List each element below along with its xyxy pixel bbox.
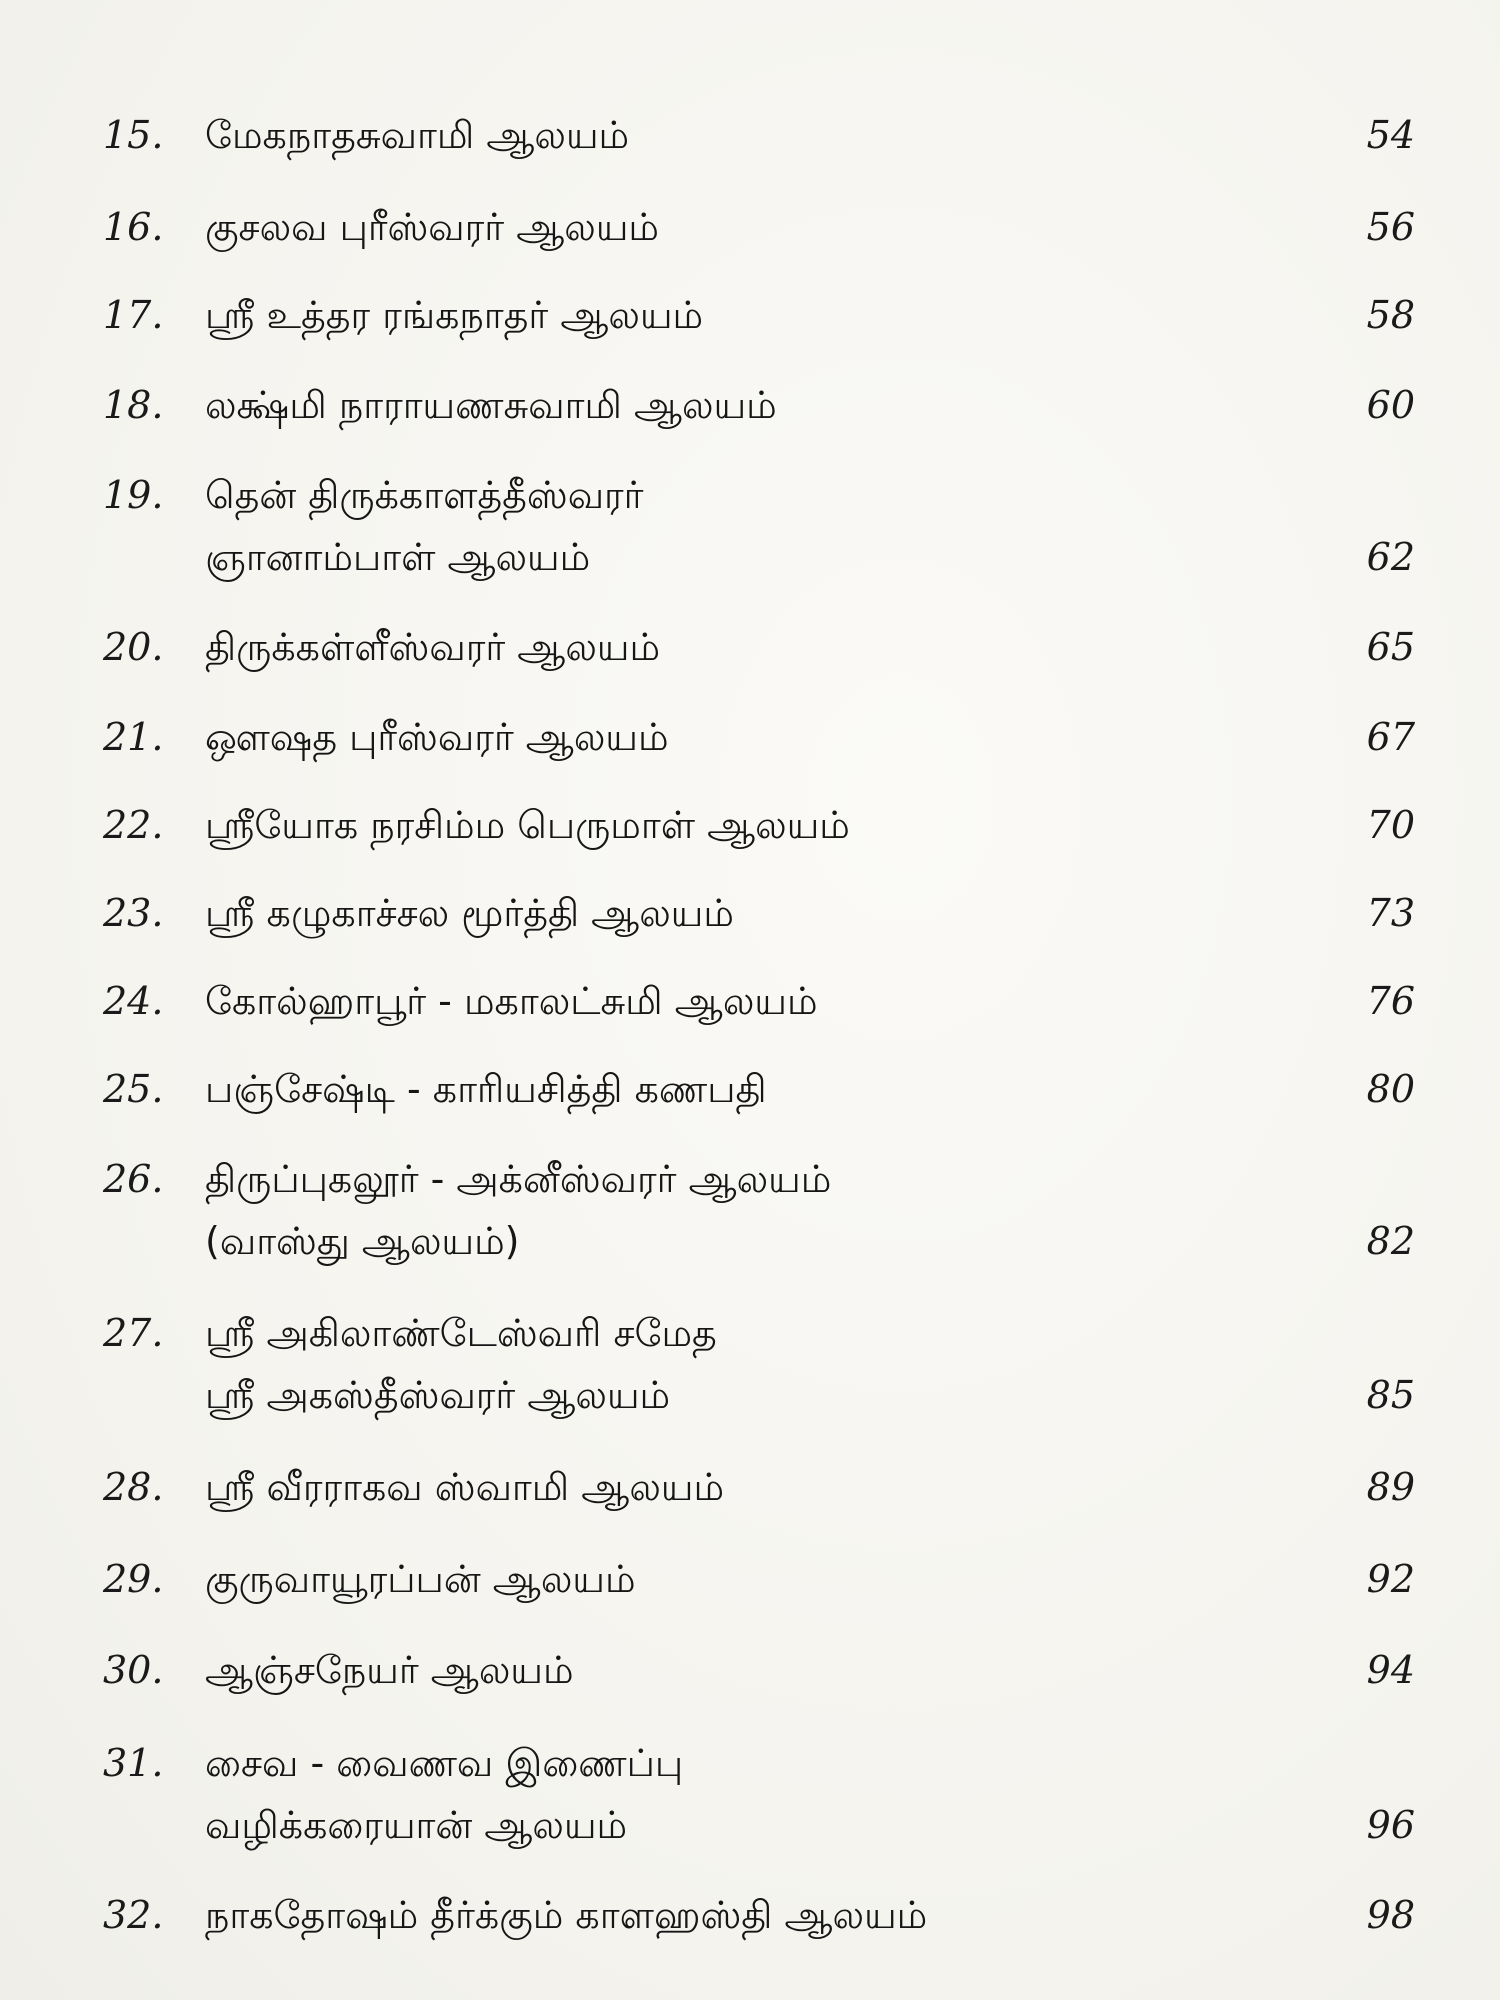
entry-title-line-1: தென் திருக்காளத்தீஸ்வரர் — [205, 473, 644, 517]
entry-title-line-2: (வாஸ்து ஆலயம்) — [205, 1219, 520, 1263]
entry-number: 23. — [103, 891, 164, 935]
entry-title: கோல்ஹாபூர் - மகாலட்சுமி ஆலயம் — [205, 979, 818, 1023]
entry-title-line-2: ஸ்ரீ அகஸ்தீஸ்வரர் ஆலயம் — [205, 1373, 671, 1417]
entry-number: 20. — [103, 625, 164, 669]
entry-page-number: 54 — [1366, 113, 1415, 157]
entry-page-number: 70 — [1366, 803, 1415, 847]
entry-page-number: 98 — [1366, 1893, 1415, 1937]
entry-page-number: 76 — [1366, 979, 1415, 1023]
entry-number: 24. — [103, 979, 164, 1023]
entry-number: 29. — [103, 1557, 164, 1601]
entry-page-number: 62 — [1366, 535, 1415, 579]
entry-title: பஞ்சேஷ்டி - காரியசித்தி கணபதி — [205, 1067, 767, 1111]
entry-number: 25. — [103, 1067, 164, 1111]
entry-page-number: 96 — [1366, 1803, 1415, 1847]
entry-number: 18. — [103, 383, 164, 427]
entry-title: மேகநாதசுவாமி ஆலயம் — [205, 113, 630, 157]
entry-number: 28. — [103, 1465, 164, 1509]
entry-title-line-1: சைவ - வைணவ இணைப்பு — [205, 1741, 684, 1785]
entry-title-line-2: ஞானாம்பாள் ஆலயம் — [205, 535, 591, 579]
entry-number: 31. — [103, 1741, 164, 1785]
entry-title-line-1: திருப்புகலூர் - அக்னீஸ்வரர் ஆலயம் — [205, 1157, 832, 1201]
entry-number: 26. — [103, 1157, 164, 1201]
entry-number: 21. — [103, 715, 164, 759]
entry-number: 16. — [103, 205, 164, 249]
entry-title: ஸ்ரீயோக நரசிம்ம பெருமாள் ஆலயம் — [205, 803, 850, 847]
entry-number: 32. — [103, 1893, 164, 1937]
entry-page-number: 89 — [1366, 1465, 1415, 1509]
entry-page-number: 80 — [1366, 1067, 1415, 1111]
entry-title-line-1: ஸ்ரீ அகிலாண்டேஸ்வரி சமேத — [205, 1311, 717, 1355]
entry-title: ஔஷத புரீஸ்வரர் ஆலயம் — [205, 715, 669, 759]
entry-title: நாகதோஷம் தீர்க்கும் காளஹஸ்தி ஆலயம் — [205, 1893, 928, 1937]
entry-page-number: 65 — [1366, 625, 1415, 669]
entry-page-number: 85 — [1366, 1373, 1415, 1417]
entry-title: ஸ்ரீ கழுகாச்சல மூர்த்தி ஆலயம் — [205, 891, 734, 935]
entry-number: 15. — [103, 113, 164, 157]
entry-page-number: 73 — [1366, 891, 1415, 935]
entry-page-number: 92 — [1366, 1557, 1415, 1601]
entry-title: குசலவ புரீஸ்வரர் ஆலயம் — [205, 205, 659, 249]
entry-page-number: 58 — [1366, 293, 1415, 337]
entry-number: 19. — [103, 473, 164, 517]
entry-title: லக்ஷ்மி நாராயணசுவாமி ஆலயம் — [205, 383, 777, 427]
entry-page-number: 60 — [1366, 383, 1415, 427]
entry-title-line-2: வழிக்கரையான் ஆலயம் — [205, 1803, 628, 1847]
entry-title: ஸ்ரீ உத்தர ரங்கநாதர் ஆலயம் — [205, 293, 704, 337]
entry-page-number: 94 — [1366, 1648, 1415, 1692]
entry-title: ஆஞ்சநேயர் ஆலயம் — [205, 1648, 574, 1692]
entry-number: 30. — [103, 1648, 164, 1692]
entry-number: 17. — [103, 293, 164, 337]
entry-page-number: 67 — [1366, 715, 1415, 759]
entry-title: குருவாயூரப்பன் ஆலயம் — [205, 1557, 636, 1601]
entry-title: திருக்கள்ளீஸ்வரர் ஆலயம் — [205, 625, 661, 669]
entry-page-number: 56 — [1366, 205, 1415, 249]
entry-title: ஸ்ரீ வீரராகவ ஸ்வாமி ஆலயம் — [205, 1465, 725, 1509]
entry-page-number: 82 — [1366, 1219, 1415, 1263]
entry-number: 22. — [103, 803, 164, 847]
entry-number: 27. — [103, 1311, 164, 1355]
